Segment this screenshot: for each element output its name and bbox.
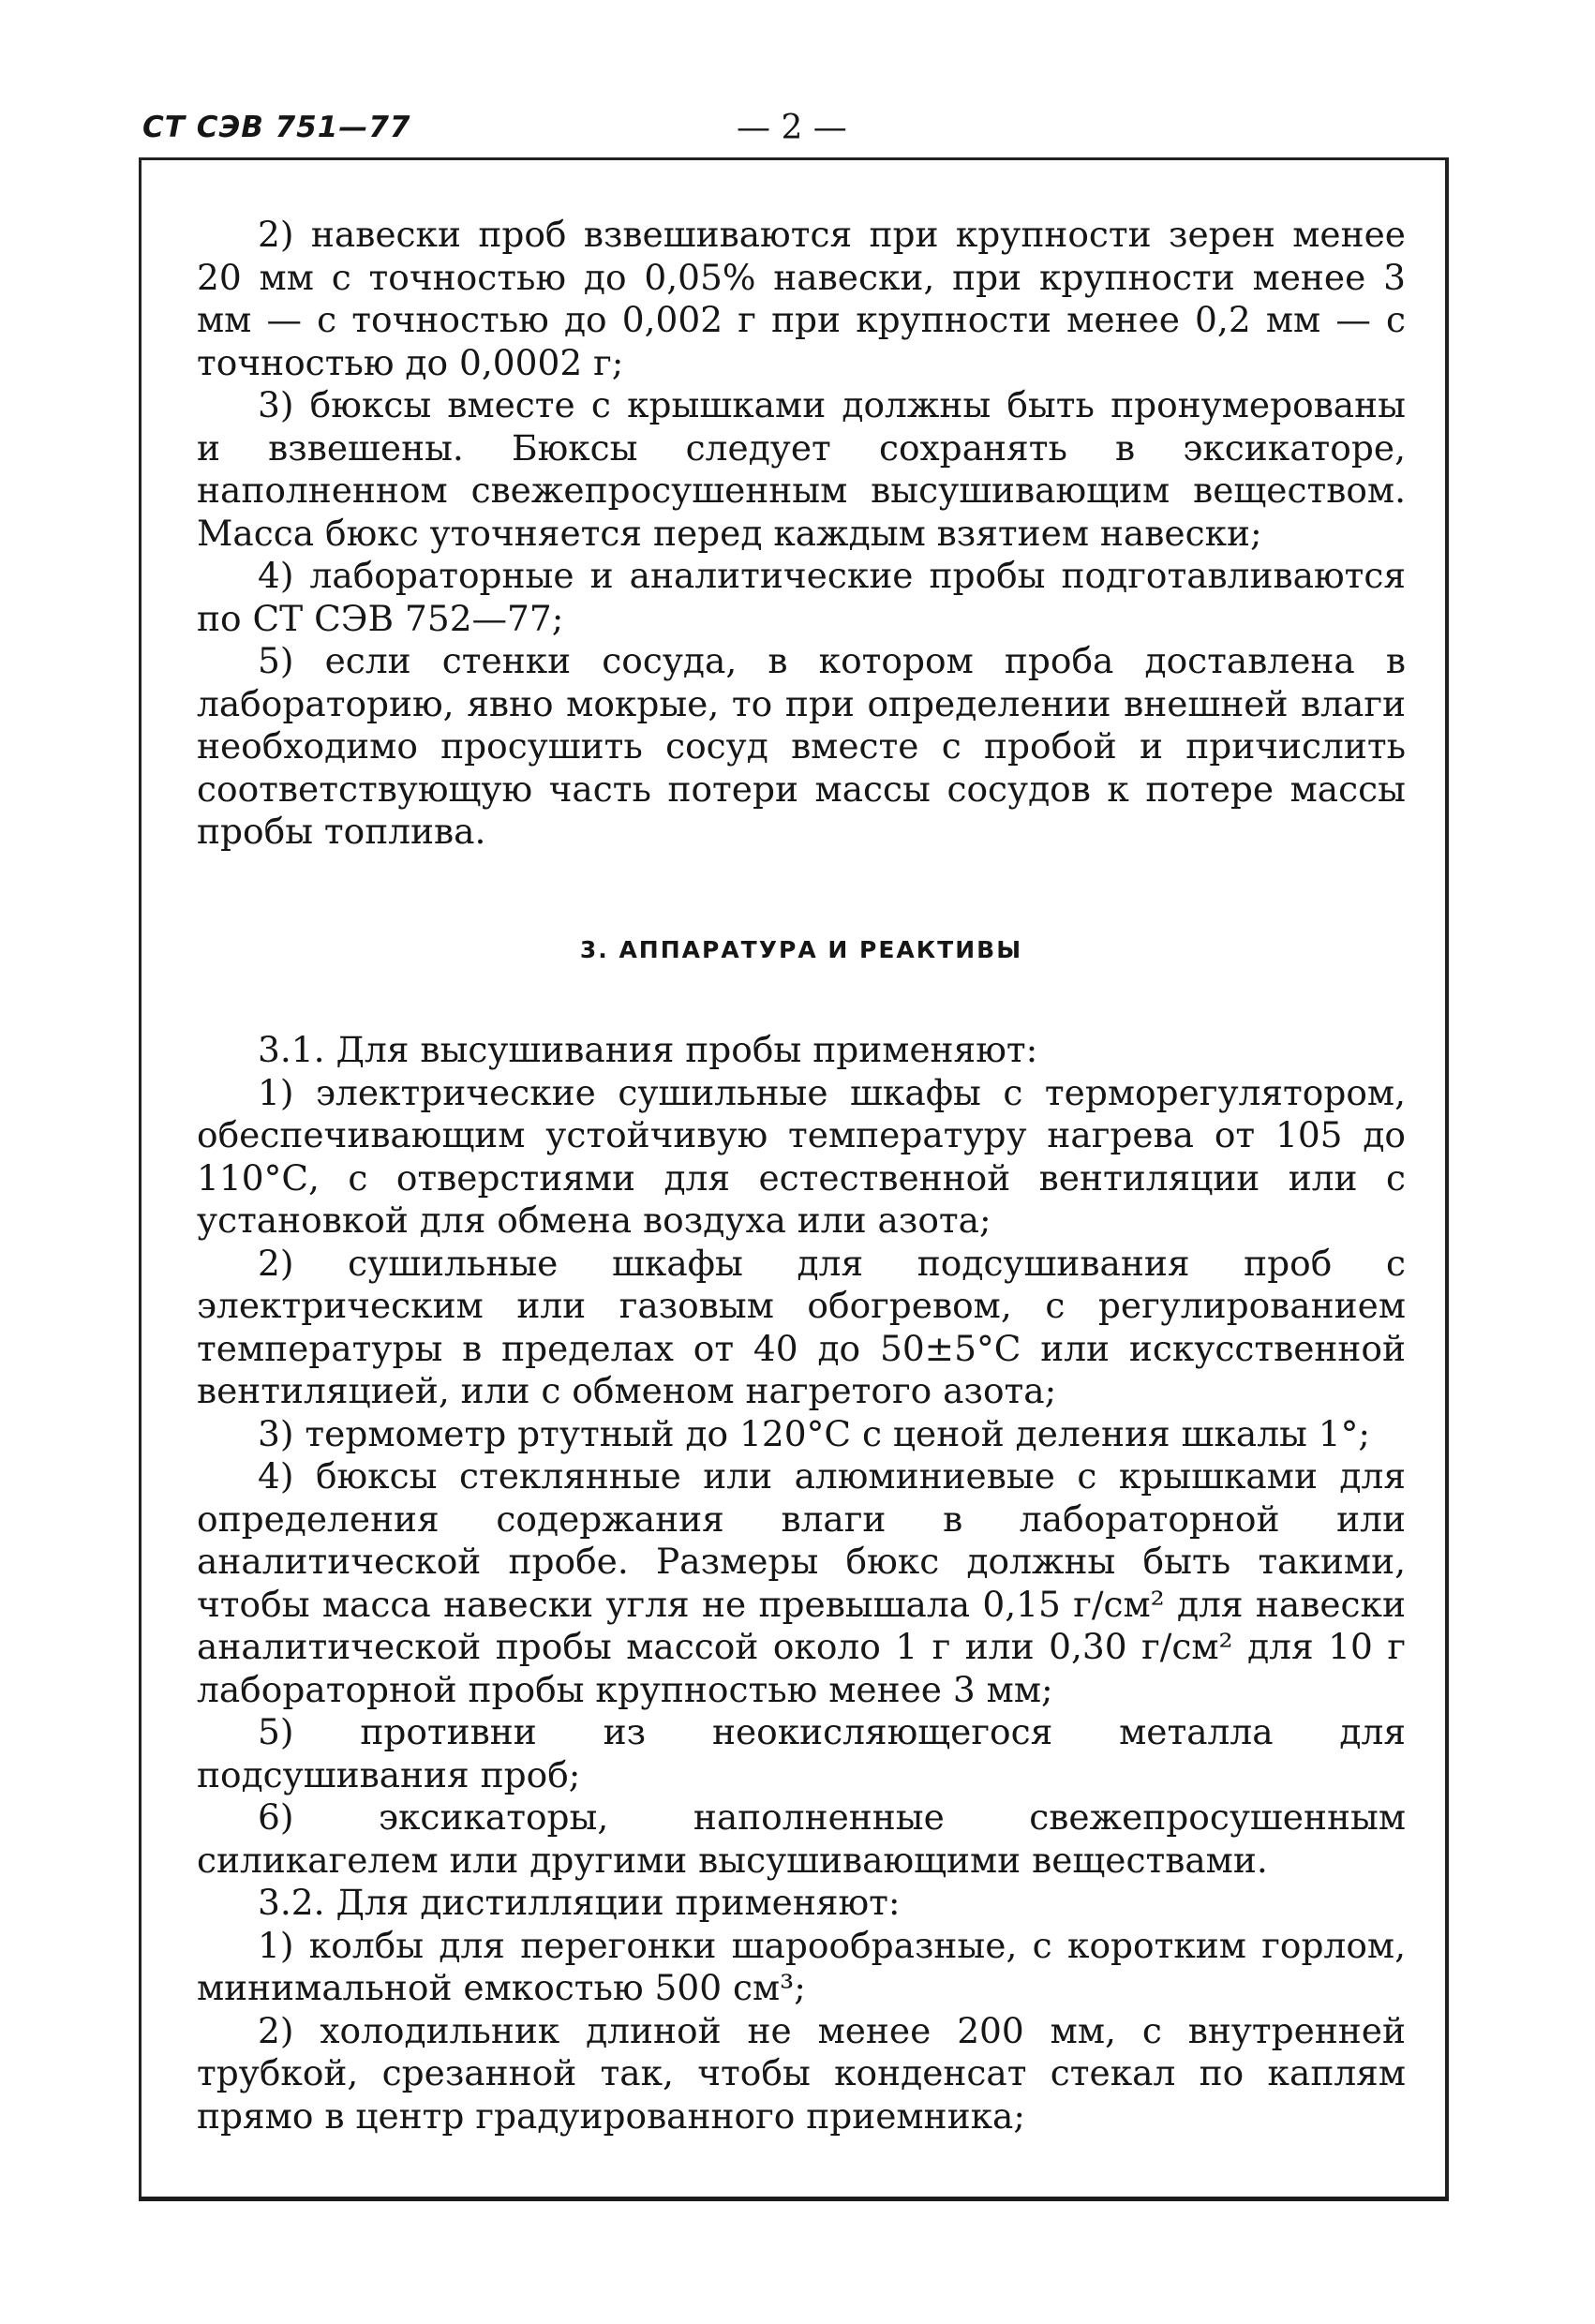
bottom-rule <box>139 2197 1449 2201</box>
list-item: 6) эксикаторы, наполненные свежепросушенным силикагелем или другими высушивающими веществами. <box>197 1796 1406 1881</box>
page-header <box>142 111 1450 157</box>
section-title: 3. АППАРАТУРА И РЕАКТИВЫ <box>579 935 1023 963</box>
list-item: 3) бюксы вместе с крышками должны быть пронумерованы и взвешены. Бюксы следует сохранять в эксикаторе, наполненном свежепросушенным высушивающим веществом. Масса бюкс уточняется перед каждым взятием навески; <box>197 384 1406 554</box>
list-item: 4) лабораторные и аналитические пробы подготавливаются по СТ СЭВ 752—77; <box>197 555 1406 639</box>
list-item: 3) термометр ртутный до 120°С с ценой деления шкалы 1°; <box>258 1412 1371 1454</box>
page-body <box>197 214 1406 2138</box>
clause-3-2: 3.2. Для дистилляции применяют: <box>258 1882 901 1923</box>
list-item: 2) сушильные шкафы для подсушивания проб с электрическим или газовым обогревом, с регулированием температуры в пределах от 40 до 50±5°С или искусственной вентиляцией, или с обменом нагретого азота; <box>197 1242 1406 1411</box>
list-item: 2) навески проб взвешиваются при крупности зерен менее 20 мм с точностью до 0,05% навески, при крупности менее 3 мм — с точностью до 0,002 г при крупности менее 0,2 мм — с точностью до 0,0002 г; <box>197 214 1406 383</box>
page-number: — 2 — <box>737 109 847 147</box>
document-code: СТ СЭВ 751—77 <box>142 111 411 144</box>
list-item: 1) электрические сушильные шкафы с терморегулятором, обеспечивающим устойчивую температуру нагрева от 105 до 110°С, с отверстиями для естественной вентиляции или с установкой для обмена воздуха или азота; <box>197 1071 1406 1241</box>
list-item: 2) холодильник длиной не менее 200 мм, с внутренней трубкой, срезанной так, чтобы конденсат стекал по каплям прямо в центр градуированного приемника; <box>197 2009 1406 2137</box>
clause-3-1: 3.1. Для высушивания пробы применяют: <box>258 1029 1038 1070</box>
list-item: 5) противни из неокисляющегося металла для подсушивания проб; <box>197 1711 1406 1795</box>
list-item: 5) если стенки сосуда, в котором проба доставлена в лабораторию, явно мокрые, то при определении внешней влаги необходимо просушить сосуд вместе с пробой и причислить соответствующую часть потери массы сосудов к потере массы пробы топлива. <box>197 640 1406 852</box>
list-item: 4) бюксы стеклянные или алюминиевые с крышками для определения содержания влаги в лабораторной или аналитической пробе. Размеры бюкс должны быть такими, чтобы масса навески угля не превышала 0,15 г/см² для навески аналитической пробы массой около 1 г или 0,30 г/см² для 10 г лабораторной пробы крупностью менее 3 мм; <box>197 1455 1406 1710</box>
list-item: 1) колбы для перегонки шарообразные, с коротким горлом, минимальной емкостью 500 см³; <box>197 1924 1406 2008</box>
